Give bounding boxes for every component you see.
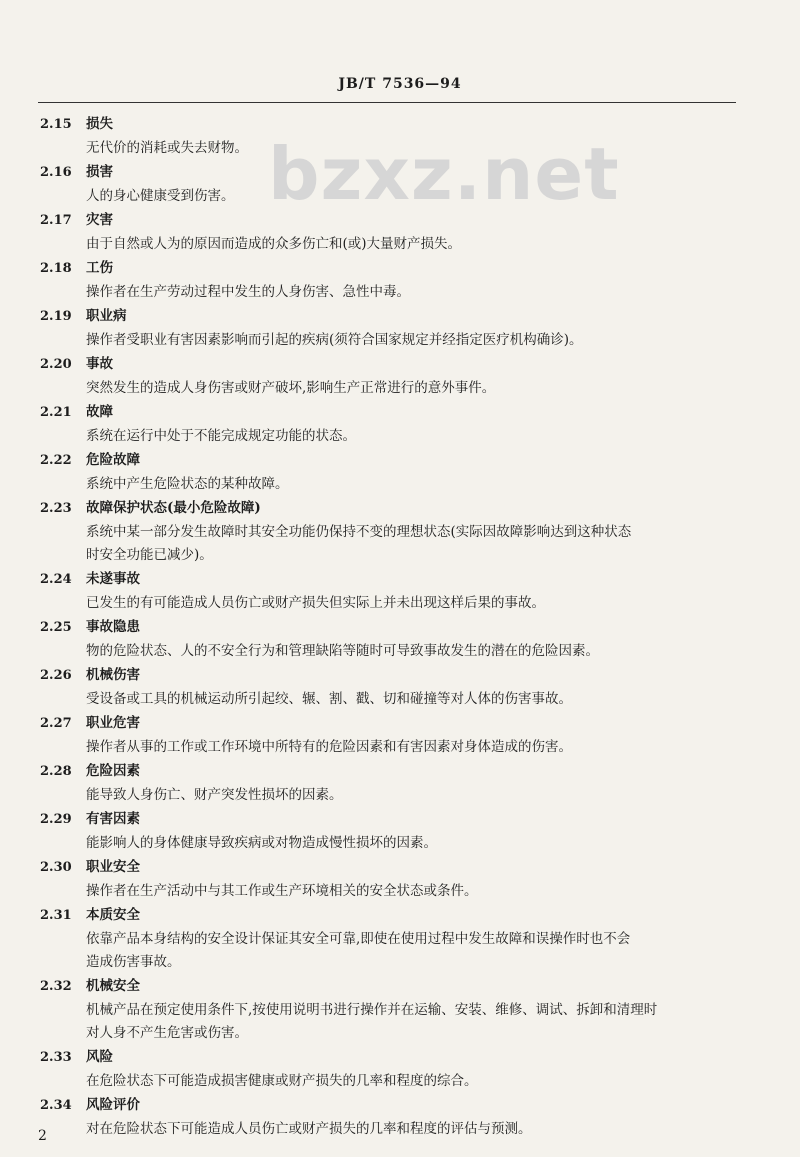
clause-number: 2.20: [40, 357, 72, 372]
definition-entry: [0, 1093, 800, 1141]
definition-entry: [0, 663, 800, 711]
term-definition: 人的身心健康受到伤害。: [86, 188, 235, 204]
term-title: 损失: [86, 116, 113, 132]
term-title: 灾害: [86, 212, 113, 228]
term-definition: 对在危险状态下可能造成人员伤亡或财产损失的几率和程度的评估与预测。: [86, 1121, 532, 1137]
term-title: 风险: [86, 1049, 113, 1065]
definition-entry: [0, 855, 800, 903]
term-definition: 对人身不产生危害或伤害。: [86, 1025, 248, 1041]
term-title: 危险因素: [86, 763, 140, 779]
clause-number: 2.16: [40, 165, 72, 180]
term-title: 事故: [86, 356, 113, 372]
term-definition: 突然发生的造成人身伤害或财产破坏,影响生产正常进行的意外事件。: [86, 380, 496, 396]
term-definition: 无代价的消耗或失去财物。: [86, 140, 248, 156]
definition-entry: [0, 974, 800, 1045]
term-definition: 由于自然或人为的原因而造成的众多伤亡和(或)大量财产损失。: [86, 236, 462, 252]
term-title: 机械安全: [86, 978, 140, 994]
term-title: 有害因素: [86, 811, 140, 827]
term-definition: 物的危险状态、人的不安全行为和管理缺陷等随时可导致事故发生的潜在的危险因素。: [86, 643, 599, 659]
term-definition: 系统在运行中处于不能完成规定功能的状态。: [86, 428, 356, 444]
clause-number: 2.32: [40, 979, 72, 994]
definition-entry: [0, 112, 800, 160]
term-title: 职业安全: [86, 859, 140, 875]
term-definition: 能影响人的身体健康导致疾病或对物造成慢性损坏的因素。: [86, 835, 437, 851]
term-definition: 依靠产品本身结构的安全设计保证其安全可靠,即使在使用过程中发生故障和误操作时也不会: [86, 931, 631, 947]
definition-entry: [0, 400, 800, 448]
term-definition: 已发生的有可能造成人员伤亡或财产损失但实际上并未出现这样后果的事故。: [86, 595, 545, 611]
definition-entry: [0, 615, 800, 663]
term-title: 职业病: [86, 308, 127, 324]
standard-header: JB/T 7536—94: [338, 76, 462, 92]
clause-number: 2.33: [40, 1050, 72, 1065]
term-title: 风险评价: [86, 1097, 140, 1113]
term-definition: 机械产品在预定使用条件下,按使用说明书进行操作并在运输、安装、维修、调试、拆卸和清理时: [86, 1002, 658, 1018]
term-definition: 操作者从事的工作或工作环境中所特有的危险因素和有害因素对身体造成的伤害。: [86, 739, 572, 755]
definition-entry: [0, 256, 800, 304]
term-title: 工伤: [86, 260, 113, 276]
clause-number: 2.26: [40, 668, 72, 683]
definition-list: [0, 112, 800, 1141]
clause-number: 2.30: [40, 860, 72, 875]
term-title: 本质安全: [86, 907, 140, 923]
term-definition: 操作者受职业有害因素影响而引起的疾病(须符合国家规定并经指定医疗机构确诊)。: [86, 332, 583, 348]
definition-entry: [0, 160, 800, 208]
term-definition: 时安全功能已减少)。: [86, 547, 213, 563]
clause-number: 2.17: [40, 213, 72, 228]
definition-entry: [0, 567, 800, 615]
term-definition: 能导致人身伤亡、财产突发性损坏的因素。: [86, 787, 343, 803]
definition-entry: [0, 304, 800, 352]
clause-number: 2.27: [40, 716, 72, 731]
term-title: 故障: [86, 404, 113, 420]
definition-entry: [0, 352, 800, 400]
term-definition: 系统中某一部分发生故障时其安全功能仍保持不变的理想状态(实际因故障影响达到这种状态: [86, 524, 632, 540]
clause-number: 2.21: [40, 405, 72, 420]
definition-entry: [0, 711, 800, 759]
term-title: 机械伤害: [86, 667, 140, 683]
term-definition: 受设备或工具的机械运动所引起绞、辗、割、戳、切和碰撞等对人体的伤害事故。: [86, 691, 572, 707]
term-definition: 操作者在生产活动中与其工作或生产环境相关的安全状态或条件。: [86, 883, 478, 899]
term-definition: 系统中产生危险状态的某种故障。: [86, 476, 289, 492]
term-title: 损害: [86, 164, 113, 180]
clause-number: 2.29: [40, 812, 72, 827]
clause-number: 2.34: [40, 1098, 72, 1113]
term-definition: 在危险状态下可能造成损害健康或财产损失的几率和程度的综合。: [86, 1073, 478, 1089]
term-definition: 造成伤害事故。: [86, 954, 181, 970]
definition-entry: [0, 759, 800, 807]
term-title: 危险故障: [86, 452, 140, 468]
clause-number: 2.28: [40, 764, 72, 779]
definition-entry: [0, 807, 800, 855]
clause-number: 2.15: [40, 117, 72, 132]
page-number: 2: [38, 1128, 47, 1144]
watermark: bzxz.net: [268, 132, 620, 216]
definition-entry: [0, 1045, 800, 1093]
definition-entry: [0, 496, 800, 567]
clause-number: 2.22: [40, 453, 72, 468]
header-rule: [38, 102, 736, 103]
definition-entry: [0, 208, 800, 256]
term-title: 职业危害: [86, 715, 140, 731]
clause-number: 2.19: [40, 309, 72, 324]
clause-number: 2.31: [40, 908, 72, 923]
definition-entry: [0, 903, 800, 974]
term-title: 故障保护状态(最小危险故障): [86, 500, 261, 516]
clause-number: 2.25: [40, 620, 72, 635]
term-title: 事故隐患: [86, 619, 140, 635]
term-definition: 操作者在生产劳动过程中发生的人身伤害、急性中毒。: [86, 284, 410, 300]
clause-number: 2.18: [40, 261, 72, 276]
definition-entry: [0, 448, 800, 496]
clause-number: 2.24: [40, 572, 72, 587]
clause-number: 2.23: [40, 501, 72, 516]
term-title: 未遂事故: [86, 571, 140, 587]
